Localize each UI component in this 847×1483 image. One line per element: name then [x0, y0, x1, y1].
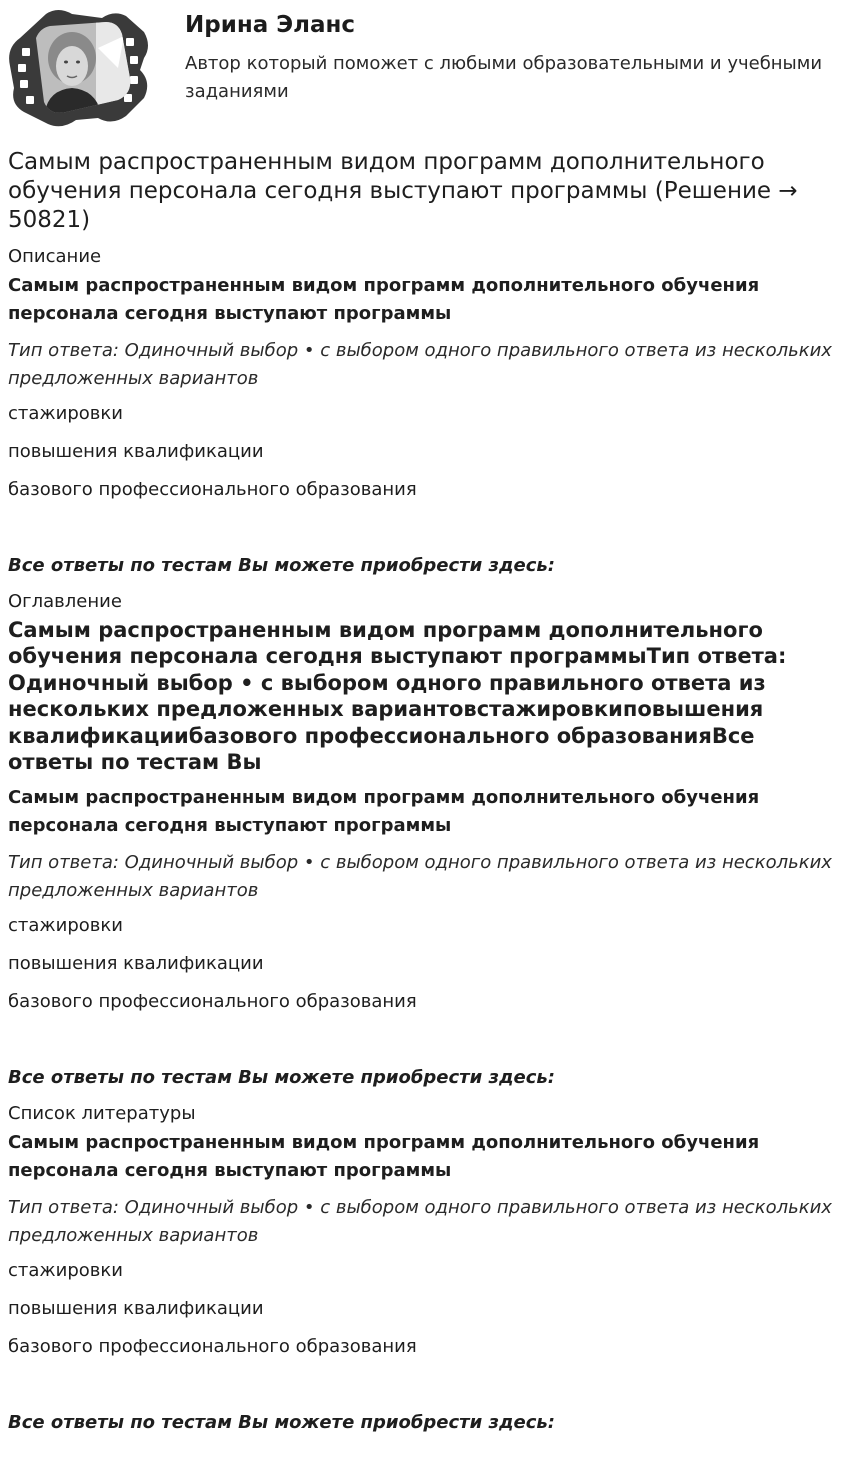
option-item: стажировки: [8, 915, 123, 937]
option-item: базового профессионального образования: [8, 479, 417, 500]
author-header: [0, 0, 847, 135]
avatar[interactable]: [6, 8, 150, 128]
option-item: повышения квалификации: [8, 1298, 264, 1320]
question-text: Самым распространенным видом программ дополнительного обучения персонала сегодня выступают программы: [8, 275, 760, 324]
toc-section: [8, 590, 838, 1090]
answer-type: Тип ответа: Одиночный выбор • с выбором одного правильного ответа из нескольких предложенных вариантов: [8, 852, 832, 902]
film-strip-avatar-icon: [6, 8, 150, 128]
page-title: Самым распространенным видом программ дополнительного обучения персонала сегодня выступают программы (Решение → 50821): [8, 149, 798, 233]
section-label-description: Описание: [8, 246, 102, 267]
answer-type: Тип ответа: Одиночный выбор • с выбором одного правильного ответа из нескольких предложенных вариантов: [8, 1197, 832, 1247]
option-item: базового профессионального образования: [8, 1336, 417, 1358]
option-item: повышения квалификации: [8, 953, 264, 975]
main-content: [8, 148, 838, 1447]
toc-heading: Самым распространенным видом программ дополнительного обучения персонала сегодня выступают программыТип ответа: Одиночный выбор • с выбором одного правильного ответа из нескольких предложенных вариантовстажировкиповышения квалификациибазового профессионального образованияВсе ответы по тестам Вы: [8, 618, 787, 775]
bibliography-section: [8, 1102, 838, 1435]
buy-answers-link[interactable]: Все ответы по тестам Вы можете приобрести здесь:: [8, 555, 555, 576]
option-item: стажировки: [8, 1260, 123, 1282]
section-label-toc: Оглавление: [8, 591, 122, 612]
buy-answers-link[interactable]: Все ответы по тестам Вы можете приобрести здесь:: [8, 1067, 555, 1089]
buy-answers-link[interactable]: Все ответы по тестам Вы можете приобрести здесь:: [8, 1412, 555, 1434]
question-text: Самым распространенным видом программ дополнительного обучения персонала сегодня выступают программы: [8, 1132, 760, 1182]
option-item: базового профессионального образования: [8, 991, 417, 1013]
option-item: стажировки: [8, 403, 123, 424]
author-description: Автор который поможет с любыми образовательными и учебными заданиями: [185, 53, 823, 102]
question-text: Самым распространенным видом программ дополнительного обучения персонала сегодня выступают программы: [8, 787, 760, 837]
option-item: повышения квалификации: [8, 441, 264, 462]
section-label-bibliography: Список литературы: [8, 1103, 196, 1125]
answer-type: Тип ответа: Одиночный выбор • с выбором одного правильного ответа из нескольких предложенных вариантов: [8, 340, 832, 389]
description-section: [8, 245, 838, 578]
author-name[interactable]: Ирина Эланс: [185, 12, 356, 38]
